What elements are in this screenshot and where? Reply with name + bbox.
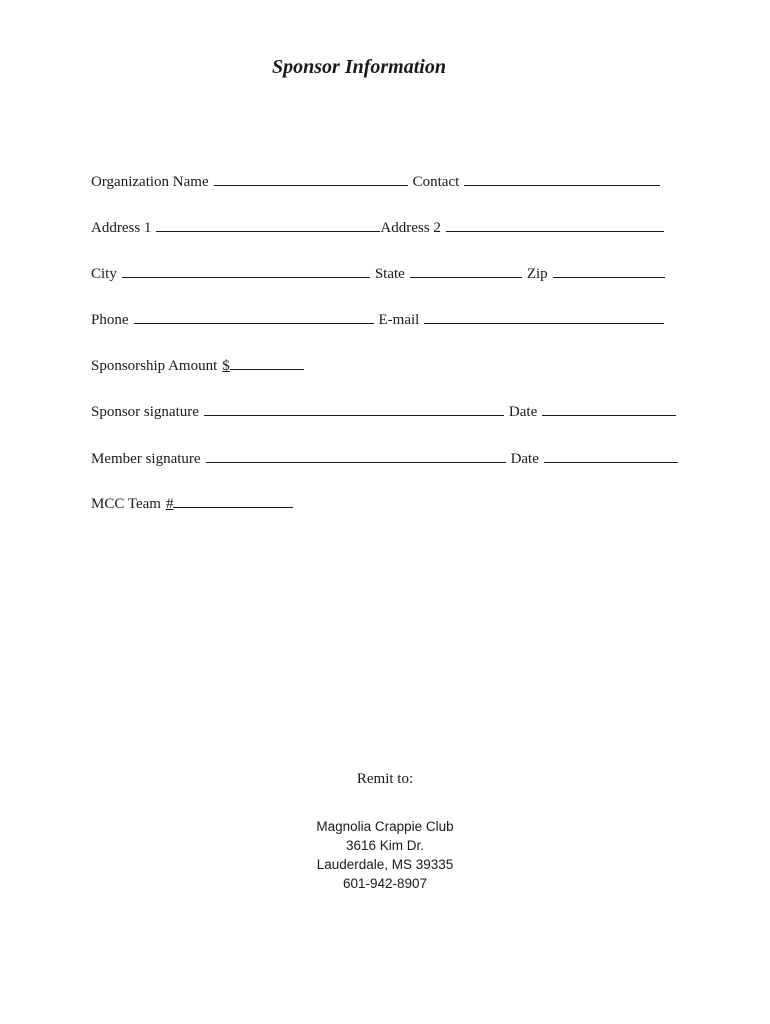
email-field[interactable]	[424, 310, 664, 324]
city-label: City	[91, 266, 117, 282]
row-phone-email	[91, 310, 664, 329]
address2-field[interactable]	[446, 218, 664, 232]
email-label: E-mail	[378, 312, 420, 328]
remit-phone: 601-942-8907	[342, 876, 428, 891]
mcc-team-label: MCC Team	[91, 496, 161, 512]
remit-name: Magnolia Crappie Club	[316, 819, 454, 834]
currency-symbol: $	[222, 358, 230, 374]
member-signature-label: Member signature	[91, 451, 201, 467]
zip-label: Zip	[526, 266, 548, 282]
row-organization-contact	[91, 172, 660, 191]
remit-city-state-zip: Lauderdale, MS 39335	[316, 857, 454, 872]
row-member-signature	[91, 449, 678, 468]
remit-label: Remit to:	[356, 771, 414, 787]
row-city-state-zip	[91, 264, 665, 283]
page-title: Sponsor Information	[272, 56, 446, 78]
row-mcc-team	[91, 494, 293, 513]
organization-name-label: Organization Name	[91, 174, 209, 190]
address2-label: Address 2	[380, 220, 441, 236]
sponsor-date-label: Date	[508, 404, 538, 420]
team-number-symbol: #	[165, 496, 174, 512]
member-date-field[interactable]	[544, 449, 678, 463]
city-field[interactable]	[122, 264, 370, 278]
row-sponsor-signature	[91, 402, 676, 421]
sponsor-date-field[interactable]	[542, 402, 676, 416]
state-label: State	[374, 266, 405, 282]
contact-field[interactable]	[464, 172, 660, 186]
row-sponsorship-amount	[91, 356, 304, 375]
phone-field[interactable]	[134, 310, 374, 324]
mcc-team-field[interactable]	[173, 494, 293, 508]
state-field[interactable]	[410, 264, 522, 278]
remit-street: 3616 Kim Dr.	[345, 838, 425, 853]
zip-field[interactable]	[553, 264, 665, 278]
member-date-label: Date	[510, 451, 539, 467]
contact-label: Contact	[412, 174, 460, 190]
sponsor-signature-field[interactable]	[204, 402, 504, 416]
address1-label: Address 1	[91, 220, 152, 236]
address1-field[interactable]	[156, 218, 380, 232]
sponsor-signature-label: Sponsor signature	[91, 404, 199, 420]
sponsorship-amount-field[interactable]	[230, 356, 304, 370]
remit-address	[0, 817, 770, 893]
sponsorship-amount-label: Sponsorship Amount	[91, 358, 218, 374]
row-address	[91, 218, 664, 237]
member-signature-field[interactable]	[206, 449, 506, 463]
organization-name-field[interactable]	[214, 172, 408, 186]
phone-label: Phone	[91, 312, 129, 328]
